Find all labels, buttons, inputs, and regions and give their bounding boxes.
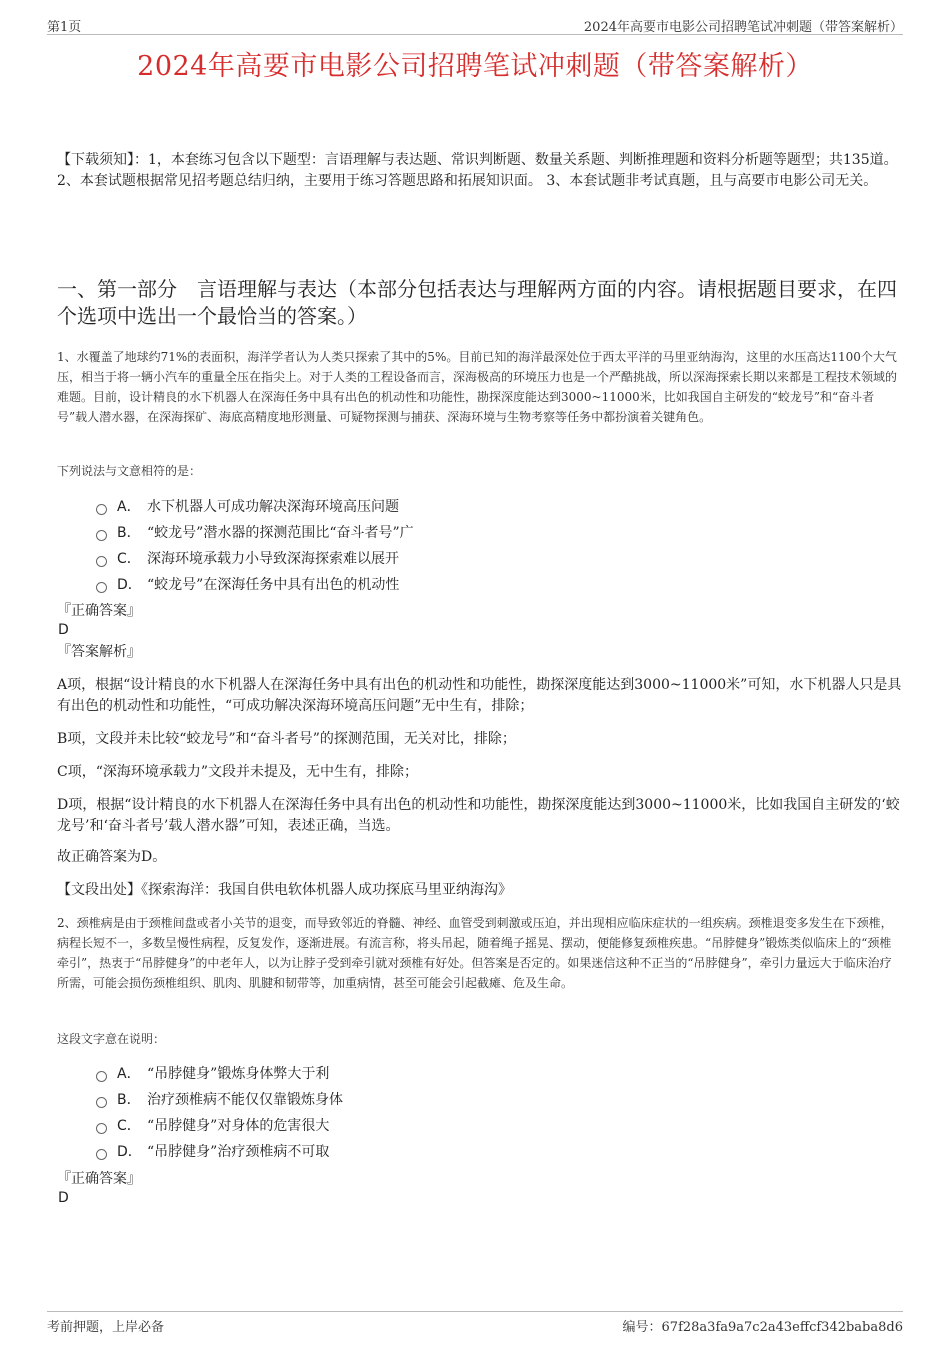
- radio-icon[interactable]: [96, 582, 107, 593]
- question-1-option-b[interactable]: B． “蛟龙号”潜水器的探测范围比“奋斗者号”广: [96, 519, 414, 545]
- download-notice: 【下载须知】：1，本套练习包含以下题型：言语理解与表达题、常识判断题、数量关系题、判断推理题和资料分析题等题型；共135道。 2、本套试题根据常见招考题总结归纳，主要用于练习答题思路和拓展知识面。 3、本套试题非考试真题，且与高要市电影公司无关。: [57, 152, 898, 189]
- radio-icon[interactable]: [96, 504, 107, 515]
- question-1-option-a[interactable]: A． 水下机器人可成功解决深海环境高压问题: [96, 493, 414, 519]
- question-2-option-d[interactable]: D． “吊脖健身”治疗颈椎病不可取: [96, 1138, 343, 1164]
- page-footer: [47, 1311, 903, 1337]
- question-1-source: 【文段出处】《探索海洋：我国自供电软体机器人成功探底马里亚纳海沟》: [57, 882, 512, 898]
- question-1-answer: D: [58, 622, 69, 638]
- radio-icon[interactable]: [96, 1071, 107, 1082]
- page-number: 第1页: [47, 20, 82, 35]
- section-title: 一、第一部分 言语理解与表达（本部分包括表达与理解两方面的内容。请根据题目要求，在四个选项中选出一个最恰当的答案。）: [57, 277, 897, 328]
- analysis-option-d: D项，根据“设计精良的水下机器人在深海任务中具有出色的机动性和功能性，勘探深度能达到3000~11000米，比如我国自主研发的‘蛟龙号’和‘奋斗者号’载人潜水器”可知，表述正确，当选。: [57, 797, 900, 834]
- radio-icon[interactable]: [96, 1123, 107, 1134]
- radio-icon[interactable]: [96, 530, 107, 541]
- question-2-option-b[interactable]: B． 治疗颈椎病不能仅仅靠锻炼身体: [96, 1086, 343, 1112]
- analysis-option-b: B项，文段并未比较“蛟龙号”和“奋斗者号”的探测范围，无关对比，排除；: [57, 731, 516, 747]
- question-1-prompt: 下列说法与文意相符的是：: [57, 464, 202, 478]
- footer-slogan: 考前押题，上岸必备: [47, 1320, 165, 1335]
- question-1-option-d[interactable]: D． “蛟龙号”在深海任务中具有出色的机动性: [96, 571, 414, 597]
- analysis-conclusion: 故正确答案为D。: [57, 849, 167, 865]
- question-2-option-c[interactable]: C． “吊脖健身”对身体的危害很大: [96, 1112, 343, 1138]
- radio-icon[interactable]: [96, 1149, 107, 1160]
- question-1-answer-label: 『正确答案』: [57, 603, 141, 619]
- header-doc-title: 2024年高要市电影公司招聘笔试冲刺题（带答案解析）: [583, 20, 903, 35]
- question-2-prompt: 这段文字意在说明：: [57, 1032, 166, 1046]
- question-2-option-a[interactable]: A． “吊脖健身”锻炼身体弊大于利: [96, 1060, 343, 1086]
- question-1-options: [96, 493, 414, 597]
- question-1-text: 1、水覆盖了地球约71%的表面积，海洋学者认为人类只探索了其中的5%。目前已知的海洋最深处位于西太平洋的马里亚纳海沟，这里的水压高达1100个大气压，相当于将一辆小汽车的重量全压在指尖上。对于人类的工程设备而言，深海极高的环境压力也是一个严酷挑战，所以深海探索长期以来都是工程技术领域的难题。目前，设计精良的水下机器人在深海任务中具有出色的机动性和功能性，勘探深度能达到3000~11000米，比如我国自主研发的“蛟龙号”和“奋斗者号”载人潜水器，在深海探矿、海底高精度地形测量、可疑物探测与捕获、深海环境与生物考察等任务中都扮演着关键角色。: [57, 350, 898, 424]
- radio-icon[interactable]: [96, 556, 107, 567]
- analysis-option-c: C项，“深海环境承载力”文段并未提及，无中生有，排除；: [57, 764, 419, 780]
- radio-icon[interactable]: [96, 1097, 107, 1108]
- question-1-analysis-label: 『答案解析』: [57, 644, 141, 660]
- footer-serial: 编号：67f28a3fa9a7c2a43effcf342baba8d6: [622, 1320, 903, 1335]
- question-1-option-c[interactable]: C． 深海环境承载力小导致深海探索难以展开: [96, 545, 414, 571]
- page-header: [47, 14, 903, 35]
- question-2-options: [96, 1060, 343, 1164]
- document-title: 2024年高要市电影公司招聘笔试冲刺题（带答案解析）: [137, 51, 813, 82]
- analysis-option-a: A项，根据“设计精良的水下机器人在深海任务中具有出色的机动性和功能性，勘探深度能达到3000~11000米”可知，水下机器人只是具有出色的机动性和功能性，“可成功解决深海环境高压问题”无中生有，排除；: [57, 677, 902, 714]
- question-2-text: 2、颈椎病是由于颈椎间盘或者小关节的退变，而导致邻近的脊髓、神经、血管受到刺激或压迫，并出现相应临床症状的一组疾病。颈椎退变多发生在下颈椎，病程长短不一，多数呈慢性病程，反复发作，逐渐进展。有流言称，将头吊起，随着绳子摇晃、摆动，便能修复颈椎疾患。“吊脖健身”锻炼类似临床上的“颈椎牵引”，热衷于“吊脖健身”的中老年人，以为让脖子受到牵引就对颈椎有好处。但答案是否定的。如果迷信这种不正当的“吊脖健身”，牵引力量远大于临床治疗所需，可能会损伤颈椎组织、肌肉、肌腱和韧带等，加重病情，甚至可能会引起截瘫、危及生命。: [57, 916, 893, 990]
- question-2-answer: D: [58, 1190, 69, 1206]
- question-2-answer-label: 『正确答案』: [57, 1171, 141, 1187]
